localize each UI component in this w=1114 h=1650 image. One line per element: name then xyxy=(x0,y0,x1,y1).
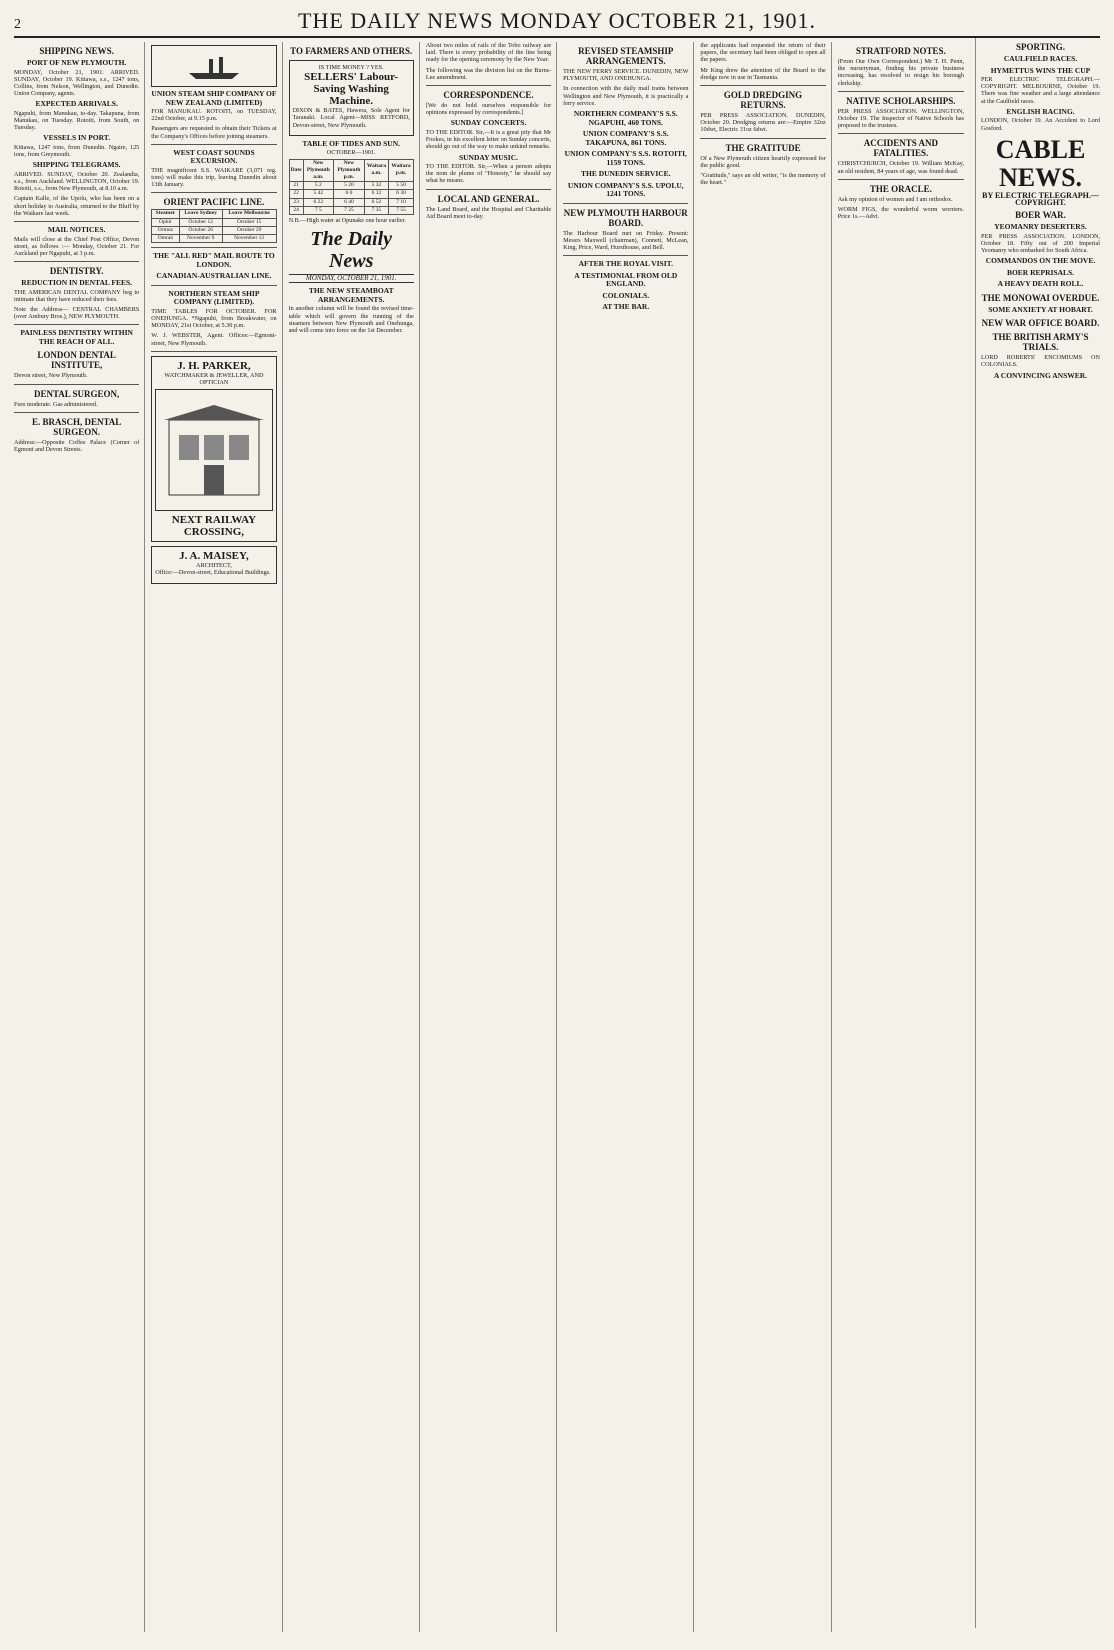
royal-visit-heading: AFTER THE ROYAL VISIT. xyxy=(578,259,673,269)
harbour-heading: NEW PLYMOUTH HARBOUR BOARD. xyxy=(563,207,688,228)
address-text: Note the Address— CENTRAL CHAMBERS (over Ambury Bros.), NEW PLYMOUTH. xyxy=(14,306,140,321)
gold-heading: GOLD DREDGING RETURNS. xyxy=(723,90,803,111)
brasch-heading: E. BRASCH, DENTAL SURGEON. xyxy=(31,416,122,437)
applicants-text: the applicants had requested the return of their papers, the secretary had been obliged to open all the papers. xyxy=(700,42,826,64)
revised-heading: REVISED STEAMSHIP ARRANGEMENTS. xyxy=(578,46,674,66)
deserters-heading: YEOMANRY DESERTERS. xyxy=(994,222,1087,232)
ship-illustration xyxy=(151,45,276,87)
american-dental-text: THE AMERICAN DENTAL COMPANY beg to intimate that they have reduced their fees. xyxy=(14,288,140,303)
orient-heading: ORIENT PACIFIC LINE. xyxy=(163,197,265,208)
native-heading: NATIVE SCHOLARSHIPS. xyxy=(846,95,956,106)
sporting-heading: SPORTING. xyxy=(1016,42,1065,52)
telegrams-heading: SHIPPING TELEGRAMS. xyxy=(32,160,121,170)
takapuna-heading: UNION COMPANY'S S.S. TAKAPUNA, 861 TONS. xyxy=(582,129,669,147)
english-racing-heading: ENGLISH RACING. xyxy=(1006,106,1075,116)
dixon-text: DIXON & BATES, Hawera, Sole Agent for Taranaki. Local Agent—MISS RETFORD, Devon-street, New Plymouth. xyxy=(292,107,410,129)
building-icon xyxy=(159,400,269,500)
table-row: Omrah November 9 November 12 xyxy=(152,235,276,243)
steamboat-heading: THE NEW STEAMBOAT ARRANGEMENTS. xyxy=(308,286,394,304)
reduction-heading: REDUCTION IN DENTAL FEES. xyxy=(21,278,132,288)
disclaimer-text: [We do not hold ourselves responsible for opinions expressed by correspondents.] xyxy=(425,102,552,117)
time-money: IS TIME MONEY ? YES. xyxy=(318,64,384,71)
monowai-heading: THE MONOWAI OVERDUE. xyxy=(981,292,1100,303)
upolu-heading: UNION COMPANY'S S.S. UPOLU, 1241 TONS. xyxy=(567,180,684,199)
gold-text: PER PRESS ASSOCIATION. DUNEDIN, October 20. Dredging returns are:—Empire 32oz 10dwt, Electric 31oz 6dwt. xyxy=(700,112,826,134)
steamboat-text: In another column will be found the revised time-table which will govern the running of the steamers between New Plymouth and Onehunga, and will come into force on the 1st December. xyxy=(288,305,414,334)
painless-heading: PAINLESS DENTISTRY WITHIN THE REACH OF ALL. xyxy=(20,328,133,346)
column-1 xyxy=(14,42,145,1632)
ship-icon xyxy=(184,51,244,81)
gratitude-text: "Gratitude," says an old writer, "is the memory of the heart." xyxy=(700,172,826,187)
expected-text: Ngapuhi, from Manukau, to-day. Takapuna, from Manukau, on Tuesday. Rotoiti, from South, on Tuesday. xyxy=(14,109,140,132)
column-5 xyxy=(563,42,694,1632)
caulfield-text: PER ELECTRIC TELEGRAPH.—COPYRIGHT. MELBOURNE, October 19. There was fine weather and a large attendance at the Caulfield races. xyxy=(981,76,1100,105)
passengers-text: Passengers are requested to obtain their Tickets at the Company's Offices before joining steamers. xyxy=(151,125,277,140)
colonials-heading: COLONIALS. xyxy=(602,290,650,300)
excursion-heading: WEST COAST SOUNDS EXCURSION. xyxy=(173,147,255,166)
cable-news-heading: CABLE NEWS. xyxy=(995,134,1086,192)
caulfield-heading: CAULFIELD RACES. xyxy=(1003,54,1078,63)
farmers-heading: TO FARMERS AND OTHERS. xyxy=(290,46,413,56)
page-number: 2 xyxy=(14,17,21,32)
maisey-office: Office:—Devon-street, Educational Buildings. xyxy=(155,569,271,577)
mail-text: Mails will close at the Chief Post Office, Devon street, as follows :— Monday, October 21. For Auckland per Ngapuhi, at 3 p.m. xyxy=(14,235,140,257)
reprisals-heading: BOER REPRISALS. xyxy=(1006,267,1075,277)
sellers-heading: SELLERS' Labour-Saving Washing Machine. xyxy=(304,71,399,108)
vessels-text: Kittawa, 1247 tons, from Dunedin. Ngaire, 125 tons, from Greymouth. xyxy=(14,143,140,159)
oracle-heading: THE ORACLE. xyxy=(869,183,932,194)
table-row: Ophir October 12 October 15 xyxy=(152,218,276,226)
parker-ad xyxy=(151,356,276,542)
death-roll-heading: A HEAVY DEATH ROLL. xyxy=(997,279,1084,289)
local-text: The Land Board, and the Hospital and Charitable Aid Board meet to-day. xyxy=(425,205,552,220)
gratitude-heading: THE GRATITUDE xyxy=(725,142,801,153)
vessels-heading: VESSELS IN PORT. xyxy=(43,133,111,143)
manukau-text: FOR MANUKAU. ROTOITI, on TUESDAY, 22nd October, at 9.15 p.m. xyxy=(151,108,277,123)
parker-trade: WATCHMAKER & JEWELLER, AND OPTICIAN xyxy=(164,371,264,386)
dunedin-heading: THE DUNEDIN SERVICE. xyxy=(581,169,671,179)
maisey-ad xyxy=(151,546,276,583)
stratford-text: (From Our Own Correspondent.) Mr T. H. Penn, the nurseryman, finding his private business increasing, has resolved to resign his borough clerkship. xyxy=(837,58,964,87)
music-text: TO THE EDITOR. Sir,—When a person adopts the nom de plume of "Honesty," he should say what he means. xyxy=(425,163,552,185)
surgeon-heading: DENTAL SURGEON, xyxy=(33,388,120,399)
roberts-text: LORD ROBERTS' ENCOMIUMS ON COLONIALS. xyxy=(981,354,1100,369)
maisey-trade: ARCHITECT, xyxy=(196,562,232,570)
tides-month: OCTOBER—1901. xyxy=(326,149,376,157)
allred-heading: THE "ALL RED" MAIL ROUTE TO LONDON. xyxy=(153,251,275,269)
column-4 xyxy=(426,42,557,1632)
worm-figs-text: WORM FIGS, the wonderful worm worriers. Price 1s.—Advt. xyxy=(837,206,964,221)
table-row: 21 5 2 5 20 5 32 5 50 xyxy=(289,182,413,190)
table-row: 24 7 5 7 25 7 35 7 55 xyxy=(289,206,413,214)
canadian-heading: CANADIAN-AUSTRALIAN LINE. xyxy=(156,271,272,281)
music-heading: SUNDAY MUSIC. xyxy=(458,152,519,162)
tides-note: N.B.—High water at Opunake one hour earlier. xyxy=(288,216,406,224)
harbour-text: The Harbour Board met on Friday. Present: Messrs Maxwell (chairman), Connett, McLean, King, Price, Ward, Hursthouse, and Bell. xyxy=(563,229,689,251)
native-text: PER PRESS ASSOCIATION. WELLINGTON, October 19. The Inspector of Native Schools has proposed to the trustees. xyxy=(837,107,964,130)
orient-table: Steamer Leave Sydney Leave Melbourne Ophir October 12 October 15 Ormuz October 26 October 29 Omrah November 9 November 12 xyxy=(151,209,276,243)
convincing-heading: A CONVINCING ANSWER. xyxy=(993,370,1088,380)
dentistry-heading: DENTISTRY. xyxy=(49,266,104,277)
waikare-text: THE magnificent S.S. WAIKARE (3,071 reg. tons) will make this trip, leaving Dunedin about 13th January. xyxy=(151,166,277,189)
ngapuhi-heading: NORTHERN COMPANY'S S.S. NGAPUHI, 460 TONS. xyxy=(573,109,678,127)
war-office-heading: NEW WAR OFFICE BOARD. xyxy=(981,318,1100,329)
english-racing-text: LONDON, October 19. An Accident to Lord Gosford. xyxy=(981,117,1100,132)
brasch-address: Address:—Opposite Coffee Palace (Corner of Egmont and Devon Streets. xyxy=(14,438,140,454)
fees-text: Fees moderate. Gas administered. xyxy=(14,400,98,408)
port-heading: PORT OF NEW PLYMOUTH. xyxy=(26,58,127,67)
ferry-text: In connection with the daily mail trains between Wellington and New Plymouth, it is practically a ferry service. xyxy=(563,85,689,107)
ferry-subhead: THE NEW FERRY SERVICE. DUNEDIN, NEW PLYMOUTH, AND ONEHUNGA. xyxy=(563,68,689,83)
table-row: 22 5 42 6 0 6 12 6 30 xyxy=(289,190,413,198)
timetables-text: TIME TABLES FOR OCTOBER. FOR ONEHUNGA. *Ngapuhi, from Breakwater, on MONDAY, 21st October, at 5.30 p.m. xyxy=(151,307,277,330)
parker-shop-illustration xyxy=(155,389,272,511)
columns xyxy=(14,42,969,1632)
column-2 xyxy=(151,42,282,1632)
commandos-heading: COMMANDOS ON THE MOVE. xyxy=(985,256,1096,266)
column-7 xyxy=(838,42,969,1632)
correspondence-heading: CORRESPONDENCE. xyxy=(443,90,534,101)
newspaper-title: THE DAILY NEWS MONDAY OCTOBER 21, 1901. xyxy=(298,8,816,33)
railway-crossing: NEXT RAILWAY CROSSING, xyxy=(171,514,257,539)
editorial-date: MONDAY, OCTOBER 21, 1901. xyxy=(289,274,414,283)
arrived-text: MONDAY, October 21, 1901. ARRIVED. SUNDAY, October 19. Kittawa, s.s., 1247 tons, Collins, from Nelson, Wellington, and Dunedin. Union Company, agents. xyxy=(14,68,140,98)
deserters-text: PER PRESS ASSOCIATION. LONDON, October 18. Fifty out of 200 Imperial Yeomanry who embarked for South Africa. xyxy=(981,232,1100,255)
concerts-heading: SUNDAY CONCERTS. xyxy=(450,118,527,128)
column-8 xyxy=(975,38,1100,1628)
mail-heading: MAIL NOTICES. xyxy=(47,225,106,235)
rotoiti-heading: UNION COMPANY'S S.S. ROTOITI, 1159 TONS. xyxy=(564,149,687,167)
tobo-text: About two miles of rails of the Tobo railway are laid. There is every probability of the line being ready for the opening ceremony by the New Year. xyxy=(425,42,552,64)
oracle-text: Ask my opinion of women and I am orthodox. xyxy=(837,195,953,203)
expected-heading: EXPECTED ARRIVALS. xyxy=(35,99,118,109)
testimonial-heading: A TESTIMONIAL FROM OLD ENGLAND. xyxy=(574,270,678,289)
masthead xyxy=(14,8,1100,38)
shipping-heading: SHIPPING NEWS. xyxy=(39,46,114,56)
table-row: 23 6 22 6 40 6 52 7 10 xyxy=(289,198,413,206)
division-text: The following was the division list on the Burns-Lee amendment. xyxy=(425,66,552,81)
table-row: Ormuz October 26 October 29 xyxy=(152,226,276,234)
dredge-text: Mr King drew the attention of the Board to the dredge now in use in Tasmania. xyxy=(700,66,826,81)
tides-heading: TABLE OF TIDES AND SUN. xyxy=(302,138,400,148)
parker-name: J. H. PARKER, xyxy=(177,359,251,372)
local-heading: LOCAL AND GENERAL. xyxy=(437,193,540,204)
boer-war-heading: BOER WAR. xyxy=(1015,210,1066,221)
maisey-name: J. A. MAISEY, xyxy=(179,550,249,563)
editorial-masthead: The Daily News xyxy=(310,228,393,273)
union-heading: UNION STEAM SHIP COMPANY OF NEW ZEALAND (LIMITED) xyxy=(151,89,277,107)
hobart-heading: SOME ANXIETY AT HOBART. xyxy=(988,304,1093,314)
accidents-heading: ACCIDENTS AND FATALITIES. xyxy=(863,138,938,159)
stratford-heading: STRATFORD NOTES. xyxy=(855,46,946,56)
institute-text: Devon street, New Plymouth. xyxy=(14,372,88,380)
institute-heading: LONDON DENTAL INSTITUTE, xyxy=(37,350,116,371)
bar-heading: AT THE BAR. xyxy=(602,302,650,312)
column-3 xyxy=(289,42,420,1632)
kalle-text: Captain Kalle, of the Upolu, who has been on a short holiday to Australia, returned to the Bluff by the Waikare last week. xyxy=(14,195,140,217)
washing-machine-ad xyxy=(289,60,414,136)
hymettus-heading: HYMETTUS WINS THE CUP xyxy=(990,65,1091,75)
column-6 xyxy=(700,42,831,1632)
gratitude-subhead: Of a New Plymouth citizen heartily expressed for the public good. xyxy=(700,154,826,169)
accidents-text: CHRISTCHURCH, October 19. William McKay, an old resident, 84 years of age, was found dead. xyxy=(837,160,964,175)
tides-table: Date New Plymouth a.m. New Plymouth p.m. Waitara a.m. Waitara p.m. 21 5 2 5 20 5 32 5 50 22 5 42 6 0 6 12 6 30 23 6 22 6 40 6 52 7 10 24 7 5 7 25 7 35 7 55 xyxy=(289,159,414,215)
cable-subheading: BY ELECTRIC TELEGRAPH.—COPYRIGHT. xyxy=(982,190,1099,207)
army-trials-heading: THE BRITISH ARMY'S TRIALS. xyxy=(992,332,1089,353)
concerts-text: TO THE EDITOR. Sir,—It is a great pity that Mr Fookes, in his excellent letter on Sunday concerts, should go out of the way to make unkind remarks. xyxy=(425,128,552,151)
northern-heading: NORTHERN STEAM SHIP COMPANY (LIMITED). xyxy=(168,288,260,307)
webster-text: W. J. WEBSTER, Agent. Offices:—Egmont-street, New Plymouth. xyxy=(151,332,277,347)
telegrams-text: ARRIVED. SUNDAY, October 20. Zealandia, s.s., from Auckland. WELLINGTON, October 19. Rotoiti, s.s., from New Plymouth, at 8.10 a.m. xyxy=(14,170,140,193)
